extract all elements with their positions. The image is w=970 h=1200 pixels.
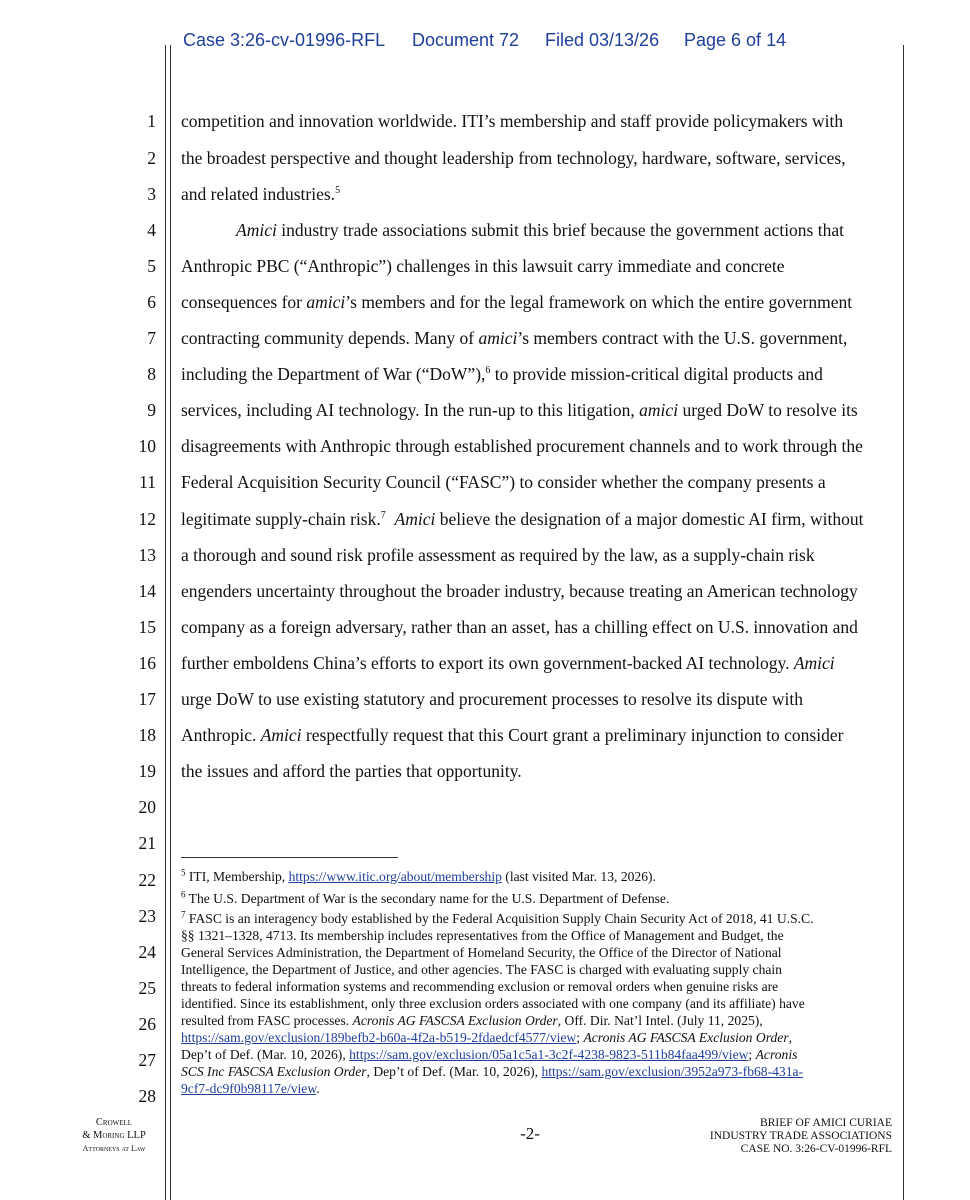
footnote-7-line: §§ 1321–1328, 4713. Its membership includes representatives from the Office of Management and Budget, the — [181, 928, 784, 943]
footnote-link[interactable]: https://sam.gov/exclusion/05a1c5a1-3c2f-4238-9823-511b84faa499/view — [349, 1047, 749, 1062]
firm-logo: Crowell & Moring LLP Attorneys at Law — [82, 1117, 146, 1153]
line-number: 11 — [139, 472, 156, 492]
body-line: Anthropic. Amici respectfully request that this Court grant a preliminary injunction to consider — [181, 725, 844, 745]
body-line: services, including AI technology. In the run-up to this litigation, amici urged DoW to resolve its — [181, 400, 858, 420]
body-line: Federal Acquisition Security Council (“FASC”) to consider whether the company presents a — [181, 472, 826, 492]
line-number: 10 — [138, 436, 156, 456]
body-line: a thorough and sound risk profile assessment as required by the law, as a supply-chain risk — [181, 545, 815, 565]
body-line: consequences for amici’s members and for the legal framework on which the entire government — [181, 292, 853, 312]
line-number: 13 — [138, 545, 156, 565]
line-number: 1 — [147, 111, 156, 131]
right-margin-rule — [903, 45, 904, 1200]
footnote-link[interactable]: https://sam.gov/exclusion/3952a973-fb68-431a- — [541, 1064, 804, 1079]
header-case-number: Case 3:26-cv-01996-RFL — [183, 30, 386, 50]
line-number: 3 — [147, 184, 156, 204]
body-line: disagreements with Anthropic through established procurement channels and to work through the — [181, 436, 863, 456]
line-number: 25 — [138, 978, 156, 998]
line-number: 24 — [138, 942, 156, 962]
line-number: 22 — [138, 870, 156, 890]
line-number: 6 — [147, 292, 156, 312]
line-number: 20 — [138, 797, 156, 817]
footnote-link[interactable]: https://www.itic.org/about/membership — [288, 869, 502, 884]
line-number: 27 — [138, 1050, 156, 1070]
footnote-7-line: Dep’t of Def. (Mar. 10, 2026), https://sam.gov/exclusion/05a1c5a1-3c2f-4238-9823-511b84faa499/view; Acronis — [181, 1047, 798, 1062]
page-number: -2- — [520, 1124, 540, 1143]
body-line: the broadest perspective and thought leadership from technology, hardware, software, services, — [181, 148, 846, 168]
line-number: 17 — [138, 689, 156, 709]
body-line: the issues and afford the parties that opportunity. — [181, 761, 522, 781]
line-number: 28 — [138, 1086, 156, 1106]
body-line: Anthropic PBC (“Anthropic”) challenges in this lawsuit carry immediate and concrete — [181, 256, 785, 276]
line-number: 26 — [138, 1014, 156, 1034]
line-number: 5 — [147, 256, 156, 276]
footnote-ref[interactable]: 7 — [380, 510, 386, 522]
body-line: contracting community depends. Many of amici’s members contract with the U.S. government, — [181, 328, 848, 348]
body-line: and related industries.$^5$ — [181, 184, 341, 204]
line-number: 19 — [138, 761, 156, 781]
left-margin-rule-outer — [165, 45, 166, 1200]
footnote-7-line: threats to federal information systems and recommending exclusion or removal orders when genuine risks are — [181, 979, 779, 994]
line-number: 8 — [147, 364, 156, 384]
body-line: engenders uncertainty throughout the broader industry, because treating an American technology — [181, 581, 858, 601]
footnote-7-line: General Services Administration, the Department of Homeland Security, the Office of the Director of National — [181, 945, 782, 960]
line-number: 21 — [138, 833, 156, 853]
footnote-7-line: resulted from FASC processes. Acronis AG FASCSA Exclusion Order, Off. Dir. Nat’l Intel. (July 11, 2025), — [181, 1013, 763, 1028]
line-number: 18 — [138, 725, 156, 745]
footnote-ref[interactable]: 6 — [485, 365, 491, 377]
left-margin-rule-inner — [170, 45, 171, 1200]
body-line: Amici industry trade associations submit this brief because the government actions that — [236, 220, 844, 240]
line-number: 23 — [138, 906, 156, 926]
body-line: urge DoW to use existing statutory and procurement processes to resolve its dispute with — [181, 689, 803, 709]
header-page-count: Page 6 of 14 — [684, 30, 787, 50]
footnote-7: $^7$ FASC is an interagency body established by the Federal Acquisition Supply Chain Security Act of 2018, 41 U.S.C. — [181, 909, 814, 926]
footnote-5: $^5$ ITI, Membership, https://www.itic.org/about/membership (last visited Mar. 13, 2026). — [181, 867, 656, 884]
body-line: company as a foreign adversary, rather than an asset, has a chilling effect on U.S. innovation and — [181, 617, 858, 637]
footnote-link[interactable]: https://sam.gov/exclusion/189befb2-b60a-4f2a-b519-2fdaedcf4577/view — [181, 1030, 577, 1045]
line-number: 4 — [147, 220, 156, 240]
footnote-7-line: SCS Inc FASCSA Exclusion Order, Dep’t of Def. (Mar. 10, 2026), https://sam.gov/exclusion/3952a973-fb68-431a- — [181, 1064, 804, 1079]
line-number: 9 — [147, 400, 156, 420]
body-line: competition and innovation worldwide. ITI’s membership and staff provide policymakers with — [181, 111, 844, 131]
body-line: including the Department of War (“DoW”),$^6$ to provide mission-critical digital products and — [181, 364, 823, 384]
body-line: further emboldens China’s efforts to export its own government-backed AI technology. Amici — [181, 653, 835, 673]
body-line: legitimate supply-chain risk.$^7$ Amici believe the designation of a major domestic AI firm, without — [181, 509, 864, 529]
footnote-separator — [181, 857, 398, 858]
line-number: 12 — [138, 509, 156, 529]
line-number: 14 — [138, 581, 156, 601]
footnote-7-line: https://sam.gov/exclusion/189befb2-b60a-4f2a-b519-2fdaedcf4577/view; Acronis AG FASCSA Exclusion Order, — [181, 1030, 793, 1045]
line-number: 16 — [138, 653, 156, 673]
brief-caption: BRIEF OF AMICI CURIAE INDUSTRY TRADE ASSOCIATIONS CASE NO. 3:26-CV-01996-RFL — [709, 1117, 892, 1155]
footnote-6: $^6$ The U.S. Department of War is the secondary name for the U.S. Department of Defense. — [181, 889, 670, 906]
footnote-7-line: Intelligence, the Department of Justice, and other agencies. The FASC is charged with evaluating supply chain — [181, 962, 782, 977]
line-number: 2 — [147, 148, 156, 168]
header-filed-date: Filed 03/13/26 — [545, 30, 660, 50]
footnote-ref[interactable]: 5 — [335, 185, 341, 197]
line-number: 7 — [147, 328, 156, 348]
footnote-7-line: identified. Since its establishment, only three exclusion orders associated with one company (and its affiliate) have — [181, 996, 805, 1011]
header-document-number: Document 72 — [412, 30, 520, 50]
footnote-7-line: 9cf7-dc9f0b98117e/view. — [181, 1081, 320, 1096]
footnote-link[interactable]: 9cf7-dc9f0b98117e/view — [181, 1081, 317, 1096]
line-number: 15 — [138, 617, 156, 637]
